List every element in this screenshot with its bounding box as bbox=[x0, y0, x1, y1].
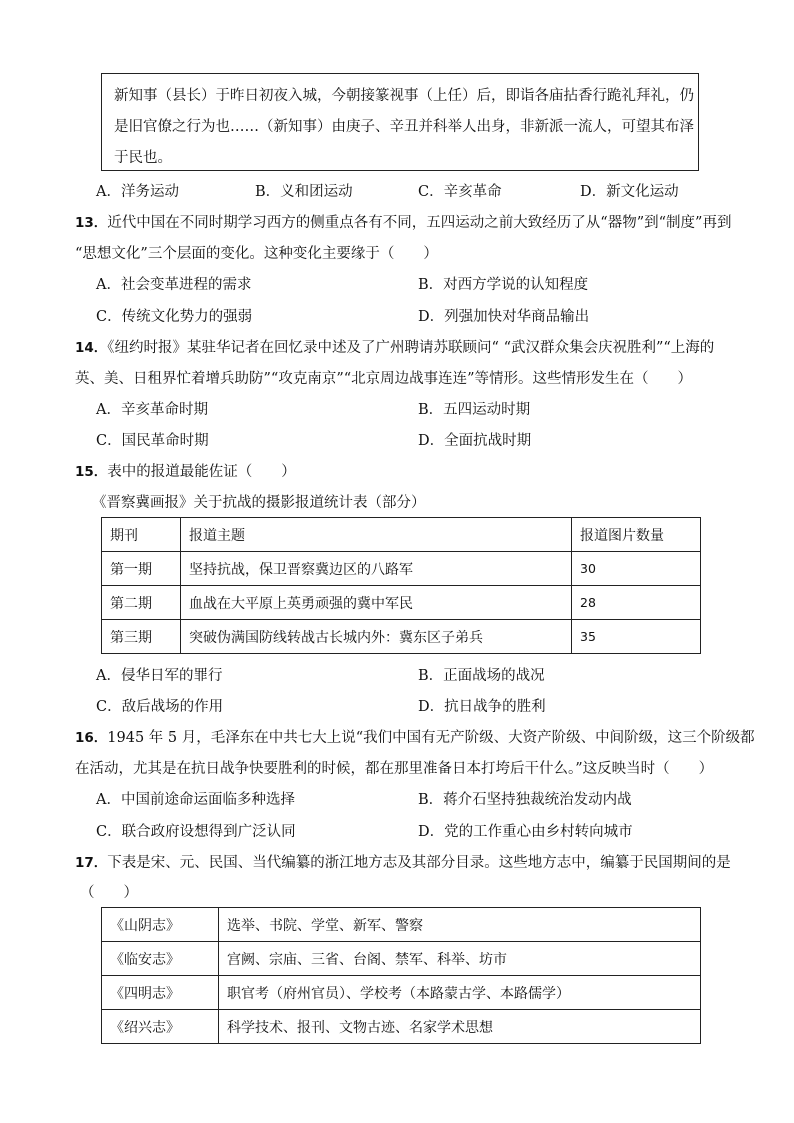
q17-stem-line: （ ） bbox=[80, 885, 138, 901]
table-cell: 30 bbox=[572, 552, 701, 586]
q15-table bbox=[101, 517, 701, 654]
q17-table bbox=[101, 907, 701, 1044]
q13-stem bbox=[75, 211, 731, 232]
q17-stem bbox=[75, 851, 731, 872]
table-header-cell: 报道图片数量 bbox=[572, 518, 701, 552]
table-cell: 第三期 bbox=[102, 620, 181, 654]
q14-option-a[interactable]: A．辛亥革命时期 bbox=[96, 402, 208, 418]
q16-option-b[interactable]: B．蒋介石坚持独裁统治发动内战 bbox=[418, 792, 632, 808]
q12-quote-box bbox=[101, 73, 699, 171]
table-row bbox=[102, 620, 701, 654]
q14-stem-line: 英、美、日租界忙着增兵助防”“攻克南京”“北京周边战事连连”等情形。这些情形发生在（ ） bbox=[75, 371, 693, 387]
table-cell: 选举、书院、学堂、新军、警察 bbox=[219, 908, 701, 942]
q12-option-c[interactable]: C．辛亥革命 bbox=[418, 184, 502, 200]
table-row bbox=[102, 976, 701, 1010]
q12-quote-line: 新知事（县长）于昨日初夜入城，今朝接篆视事（上任）后，即诣各庙拈香行跪礼拜礼，仍 bbox=[114, 88, 694, 104]
table-row bbox=[102, 1010, 701, 1044]
q16-option-a[interactable]: A．中国前途命运面临多种选择 bbox=[96, 792, 295, 808]
table-header-cell: 期刊 bbox=[102, 518, 181, 552]
q13-option-c[interactable]: C．传统文化势力的强弱 bbox=[96, 309, 253, 325]
table-cell: 突破伪满国防线转战古长城内外：冀东区子弟兵 bbox=[181, 620, 572, 654]
q13-option-b[interactable]: B．对西方学说的认知程度 bbox=[418, 277, 589, 293]
q14-stem bbox=[75, 336, 714, 357]
table-cell: 宫阙、宗庙、三省、台阁、禁军、科举、坊市 bbox=[219, 942, 701, 976]
q14-stem-line: 《纽约时报》某驻华记者在回忆录中述及了广州聘请苏联顾问“ “武汉群众集会庆祝胜利”“上海的 bbox=[107, 340, 715, 356]
table-cell: 35 bbox=[572, 620, 701, 654]
table-cell: 科学技术、报刊、文物古迹、名家学术思想 bbox=[219, 1010, 701, 1044]
q13-option-d[interactable]: D．列强加快对华商品输出 bbox=[418, 309, 590, 325]
q16-option-c[interactable]: C．联合政府设想得到广泛认同 bbox=[96, 824, 296, 840]
table-cell: 28 bbox=[572, 586, 701, 620]
q13-stem-line: “思想文化”三个层面的变化。这种变化主要缘于（ ） bbox=[75, 246, 438, 262]
q14-option-b[interactable]: B．五四运动时期 bbox=[418, 402, 531, 418]
table-row bbox=[102, 908, 701, 942]
table-cell: 《绍兴志》 bbox=[102, 1010, 219, 1044]
q16-stem-line: 1945 年 5 月，毛泽东在中共七大上说“我们中国有无产阶级、大资产阶级、中间阶级，这三个阶级都 bbox=[107, 730, 755, 746]
q12-quote-line: 是旧官僚之行为也……（新知事）由庚子、辛丑并科举人出身，非新派一流人，可望其布泽 bbox=[114, 119, 694, 135]
table-cell: 《临安志》 bbox=[102, 942, 219, 976]
table-cell: 血战在大平原上英勇顽强的冀中军民 bbox=[181, 586, 572, 620]
q15-option-c[interactable]: C．敌后战场的作用 bbox=[96, 699, 224, 715]
table-cell: 《山阴志》 bbox=[102, 908, 219, 942]
table-header-row bbox=[102, 518, 701, 552]
table-row bbox=[102, 942, 701, 976]
table-cell: 第一期 bbox=[102, 552, 181, 586]
table-row bbox=[102, 552, 701, 586]
q12-option-b[interactable]: B．义和团运动 bbox=[255, 184, 353, 200]
q16-number: 16． bbox=[75, 730, 108, 746]
table-header-cell: 报道主题 bbox=[181, 518, 572, 552]
q16-stem-line: 在活动，尤其是在抗日战争快要胜利的时候，都在那里准备日本打垮后干什么。”这反映当时（ ） bbox=[75, 761, 714, 777]
q15-stem bbox=[75, 460, 296, 481]
q12-option-a[interactable]: A．洋务运动 bbox=[96, 184, 179, 200]
q15-option-d[interactable]: D．抗日战争的胜利 bbox=[418, 699, 546, 715]
table-row bbox=[102, 586, 701, 620]
q15-table-caption: 《晋察冀画报》关于抗战的摄影报道统计表（部分） bbox=[92, 495, 426, 511]
q17-number: 17． bbox=[75, 855, 108, 871]
q14-number: 14． bbox=[75, 340, 108, 356]
q13-number: 13． bbox=[75, 215, 108, 231]
q13-stem-line: 近代中国在不同时期学习西方的侧重点各有不同，五四运动之前大致经历了从“器物”到“制度”再到 bbox=[107, 215, 732, 231]
q15-number: 15． bbox=[75, 464, 108, 480]
q13-option-a[interactable]: A．社会变革进程的需求 bbox=[96, 277, 252, 293]
q14-option-d[interactable]: D．全面抗战时期 bbox=[418, 433, 532, 449]
q15-option-a[interactable]: A．侵华日军的罪行 bbox=[96, 668, 223, 684]
table-cell: 坚持抗战，保卫晋察冀边区的八路军 bbox=[181, 552, 572, 586]
q15-stem-text: 表中的报道最能佐证（ ） bbox=[107, 464, 296, 480]
q16-stem bbox=[75, 726, 755, 747]
q12-quote-line: 于民也。 bbox=[114, 150, 172, 166]
table-cell: 第二期 bbox=[102, 586, 181, 620]
table-cell: 职官考（府州官员）、学校考（本路蒙古学、本路儒学） bbox=[219, 976, 701, 1010]
q14-option-c[interactable]: C．国民革命时期 bbox=[96, 433, 209, 449]
q15-option-b[interactable]: B．正面战场的战况 bbox=[418, 668, 545, 684]
q12-option-d[interactable]: D．新文化运动 bbox=[580, 184, 679, 200]
table-cell: 《四明志》 bbox=[102, 976, 219, 1010]
q17-stem-line: 下表是宋、元、民国、当代编纂的浙江地方志及其部分目录。这些地方志中，编纂于民国期间的是 bbox=[107, 855, 731, 871]
q16-option-d[interactable]: D．党的工作重心由乡村转向城市 bbox=[418, 824, 633, 840]
